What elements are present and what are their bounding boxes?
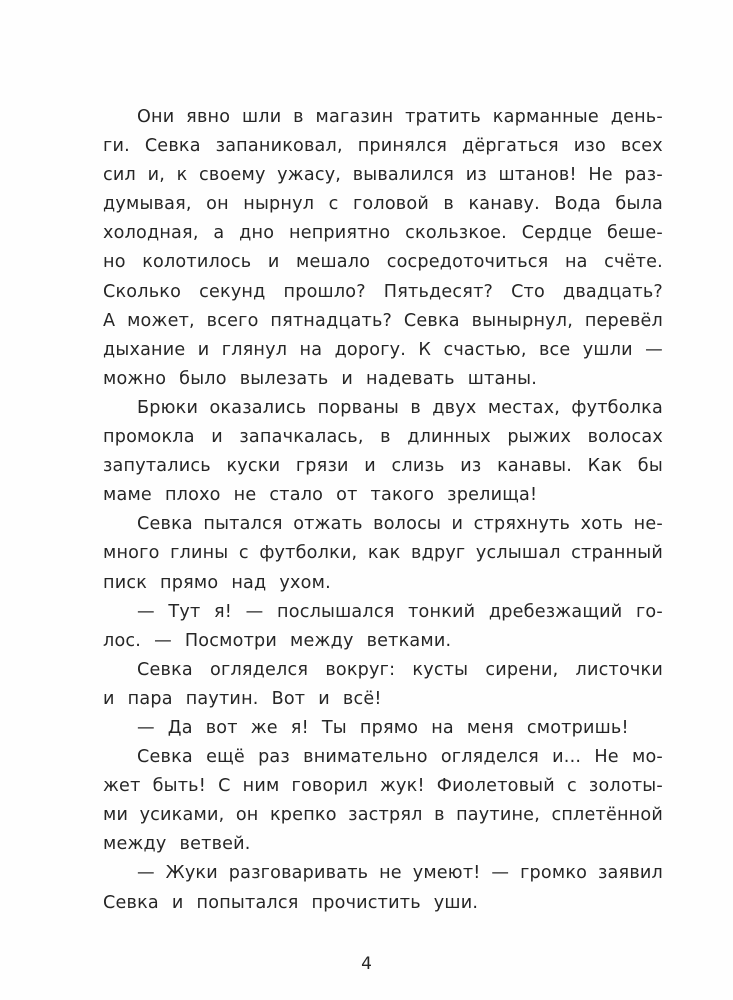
text-line: Севка ещё раз внимательно огляделся и... Не мо-	[137, 747, 663, 768]
text-line: Севка и попытался прочистить уши.	[103, 892, 479, 913]
text-line: можно было вылезать и надевать штаны.	[103, 368, 538, 389]
text-line: — Жуки разговаривать не умеют! — громко заявил	[137, 863, 663, 884]
paragraph	[103, 103, 663, 394]
paragraph	[103, 859, 663, 917]
text-line: но колотилось и мешало сосредоточиться на счёте.	[103, 252, 663, 273]
text-line: жет быть! С ним говорил жук! Фиолетовый с золоты-	[103, 776, 663, 797]
text-line: между ветвей.	[103, 834, 251, 855]
text-line: сил и, к своему ужасу, вывалился из штанов! Не раз-	[103, 165, 663, 186]
paragraph	[103, 714, 663, 743]
text-line: Брюки оказались порваны в двух местах, футболка	[137, 397, 663, 418]
text-line: — Тут я! — послышался тонкий дребезжащий го-	[137, 601, 663, 622]
body-text	[103, 103, 663, 918]
text-line: лос. — Посмотри между ветками.	[103, 630, 452, 651]
text-line: промокла и запачкалась, в длинных рыжих волосах	[103, 427, 663, 448]
text-line: А может, всего пятнадцать? Севка вынырнул, перевёл	[103, 310, 663, 331]
text-line: — Да вот же я! Ты прямо на меня смотришь!	[137, 717, 629, 738]
text-line: холодная, а дно неприятно скользкое. Сердце беше-	[103, 223, 663, 244]
text-line: дыхание и глянул на дорогу. К счастью, все ушли —	[103, 339, 663, 360]
page-number: 4	[361, 954, 372, 974]
paragraph	[103, 510, 663, 597]
text-line: Сколько секунд прошло? Пятьдесят? Сто двадцать?	[103, 281, 663, 302]
paragraph	[103, 656, 663, 714]
text-line: думывая, он нырнул с головой в канаву. Вода была	[103, 194, 663, 215]
text-line: ми усиками, он крепко застрял в паутине, сплетённой	[103, 805, 663, 826]
text-line: Севка пытался отжать волосы и стряхнуть хоть не-	[137, 514, 663, 535]
text-line: Севка огляделся вокруг: кусты сирени, листочки	[137, 659, 663, 680]
text-line: много глины с футболки, как вдруг услышал странный	[103, 543, 663, 564]
text-line: ги. Севка запаниковал, принялся дёргаться изо всех	[103, 136, 663, 157]
paragraph	[103, 394, 663, 510]
paragraph	[103, 598, 663, 656]
text-line: Они явно шли в магазин тратить карманные день-	[137, 107, 663, 127]
text-line: писк прямо над ухом.	[103, 572, 331, 593]
paragraph	[103, 743, 663, 859]
text-line: и пара паутин. Вот и всё!	[103, 688, 382, 709]
text-line: маме плохо не стало от такого зрелища!	[103, 485, 538, 506]
text-line: запутались куски грязи и слизь из канавы. Как бы	[103, 456, 663, 477]
